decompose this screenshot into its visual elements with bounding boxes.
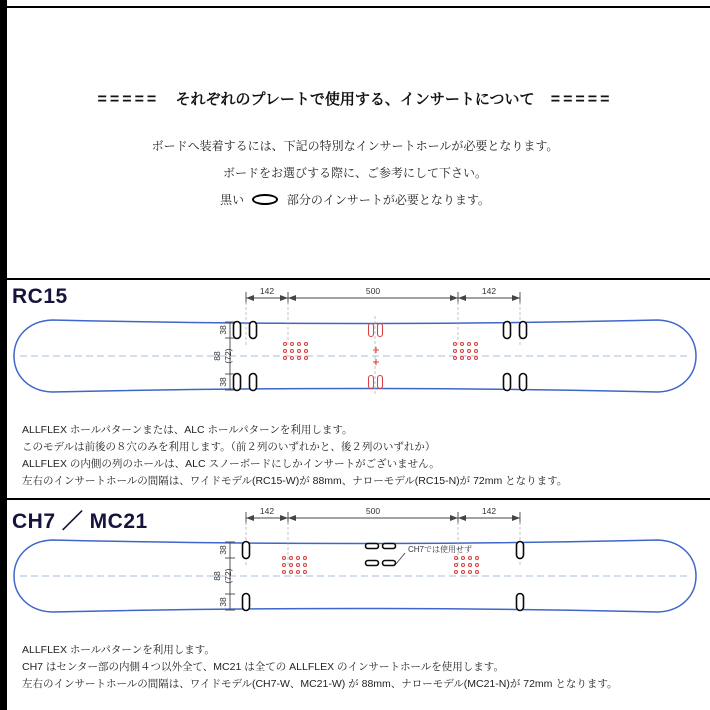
dim-88: 88 — [212, 351, 222, 361]
page-title-text: それぞれのプレートで使用する、インサートについて — [175, 91, 535, 108]
section-rc15 — [0, 278, 710, 498]
ch7-mc21-board-diagram — [0, 506, 710, 640]
dim-72: (72) — [223, 568, 233, 584]
section-heading-ch7-mc21: CH7 ／ MC21 — [12, 510, 148, 533]
dim-142-left: 142 — [259, 506, 275, 516]
page-title — [0, 88, 710, 109]
legend-line — [0, 191, 710, 208]
note-line: 左右のインサートホールの間隔は、ワイドモデル(CH7-W、MC21-W) が 88mm、ナローモデル(MC21-N)が 72mm となります。 — [22, 678, 618, 690]
legend-text-before: 黒い — [220, 193, 245, 207]
dim-142-right: 142 — [481, 506, 497, 516]
dim-38-top: 38 — [218, 325, 228, 335]
dim-88: 88 — [212, 571, 222, 581]
note-line: CH7 はセンター部の内側４つ以外全て、MC21 は全ての ALLFLEX のインサートホールを使用します。 — [22, 661, 504, 673]
note-line: ALLFLEX の内側の列のホールは、ALC スノーボードにしかインサートがございません。 — [22, 458, 440, 470]
title-decoration-left: ===== — [97, 91, 160, 108]
legend-text-after: 部分のインサートが必要となります。 — [286, 193, 490, 207]
note-line: 左右のインサートホールの間隔は、ワイドモデル(RC15-W)が 88mm、ナローモデル(RC15-N)が 72mm となります。 — [22, 475, 568, 487]
dim-38-top: 38 — [218, 545, 228, 555]
dim-500: 500 — [365, 286, 381, 296]
insert-oval-icon — [252, 194, 278, 205]
header — [0, 88, 710, 218]
intro-line-2: ボードをお選びする際に、ご参考にして下さい。 — [222, 166, 487, 180]
dim-142-right: 142 — [481, 286, 497, 296]
note-line: ALLFLEX ホールパターンまたは、ALC ホールパターンを利用します。 — [22, 424, 353, 436]
section-ch7-mc21 — [0, 498, 710, 710]
ch7-mc21-notes — [22, 642, 700, 693]
note-line: このモデルは前後の８穴のみを利用します。（前２列のいずれかと、後２列のいずれか） — [22, 441, 436, 453]
dim-142-left: 142 — [259, 286, 275, 296]
ch7-annotation-text: CH7では使用せず — [408, 545, 473, 554]
dim-38-bottom: 38 — [218, 597, 228, 607]
note-line: ALLFLEX ホールパターンを利用します。 — [22, 644, 215, 656]
dim-72: (72) — [223, 348, 233, 364]
rc15-notes — [22, 422, 700, 490]
section-heading-rc15: RC15 — [12, 285, 68, 308]
rc15-board-diagram — [0, 286, 710, 420]
top-border-line — [0, 6, 710, 8]
dim-38-bottom: 38 — [218, 377, 228, 387]
title-decoration-right: ===== — [550, 91, 613, 108]
dim-500: 500 — [365, 506, 381, 516]
intro-line-1: ボードへ装着するには、下記の特別なインサートホールが必要となります。 — [151, 139, 559, 153]
